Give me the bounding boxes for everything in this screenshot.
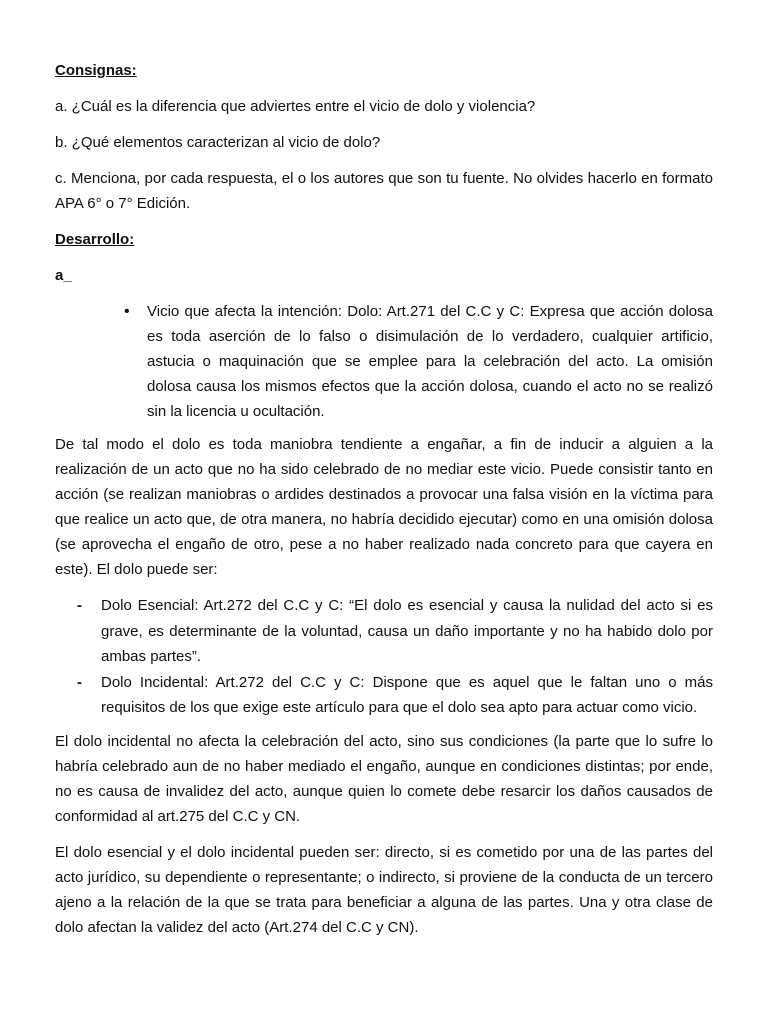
dash-item-text: Dolo Incidental: Art.272 del C.C y C: Dispone que es aquel que le faltan uno o más requisitos de los que exige este artículo para que el dolo sea apto para actuar como vicio.	[101, 673, 713, 716]
dash-icon: -	[77, 673, 82, 691]
list-item	[77, 670, 713, 721]
bullet-icon: •	[124, 303, 130, 320]
consigna-c: c. Menciona, por cada respuesta, el o los autores que son tu fuente. No olvides hacerlo en formato APA 6° o 7° Edición.	[55, 170, 713, 212]
list-item	[124, 299, 713, 424]
dash-item-text: Dolo Esencial: Art.272 del C.C y C: “El dolo es esencial y causa la nulidad del acto si es grave, es determinante de la voluntad, causa un daño importante y no ha habido dolo por ambas partes”.	[101, 597, 713, 665]
section-a-label: a_	[55, 267, 72, 284]
paragraph-dolo-definicion: De tal modo el dolo es toda maniobra tendiente a engañar, a fin de inducir a alguien a la realización de un acto que no ha sido celebrado de no mediar este vicio. Puede consistir tanto en acción (se realizan maniobras o ardides destinados a provocar una falsa visión en la víctima para que realice un acto que, de otra manera, no habría decidido ejecutar) como en una omisión dolosa (se aprovecha el engaño de otro, pese a no haber realizado nada concreto para que cayera en este). El dolo puede ser:	[55, 436, 713, 578]
consignas-heading: Consignas:	[55, 62, 137, 79]
desarrollo-heading: Desarrollo:	[55, 231, 135, 248]
bullet-list	[55, 299, 713, 424]
consigna-b: b. ¿Qué elementos caracterizan al vicio de dolo?	[55, 134, 381, 151]
bullet-item-text: Vicio que afecta la intención: Dolo: Art.271 del C.C y C: Expresa que acción dolosa es toda aserción de lo falso o disimulación de lo verdadero, cualquier artificio, astucia o maquinación que se emplee para la celebración del acto. La omisión dolosa causa los mismos efectos que la acción dolosa, cuando el acto no se realizó sin la licencia u ocultación.	[147, 303, 713, 420]
dash-icon: -	[77, 597, 82, 614]
paragraph-dolo-incidental: El dolo incidental no afecta la celebración del acto, sino sus condiciones (la parte que lo sufre lo habría celebrado aun de no haber mediado el engaño, aunque en condiciones distintas; por ende, no es causa de invalidez del acto, aunque quien lo comete debe resarcir los daños causados de conformidad al art.275 del C.C y CN.	[55, 732, 713, 825]
consigna-a: a. ¿Cuál es la diferencia que adviertes entre el vicio de dolo y violencia?	[55, 98, 536, 115]
paragraph-dolo-clases: El dolo esencial y el dolo incidental pueden ser: directo, si es cometido por una de las partes del acto jurídico, su dependiente o representante; o indirecto, si proviene de la conducta de un tercero ajeno a la relación de la que se trata para beneficiar a alguna de las partes. Una y otra clase de dolo afectan la validez del acto (Art.274 del C.C y CN).	[55, 843, 713, 936]
document-page	[55, 58, 713, 951]
dash-list	[55, 593, 713, 721]
list-item	[77, 593, 713, 670]
